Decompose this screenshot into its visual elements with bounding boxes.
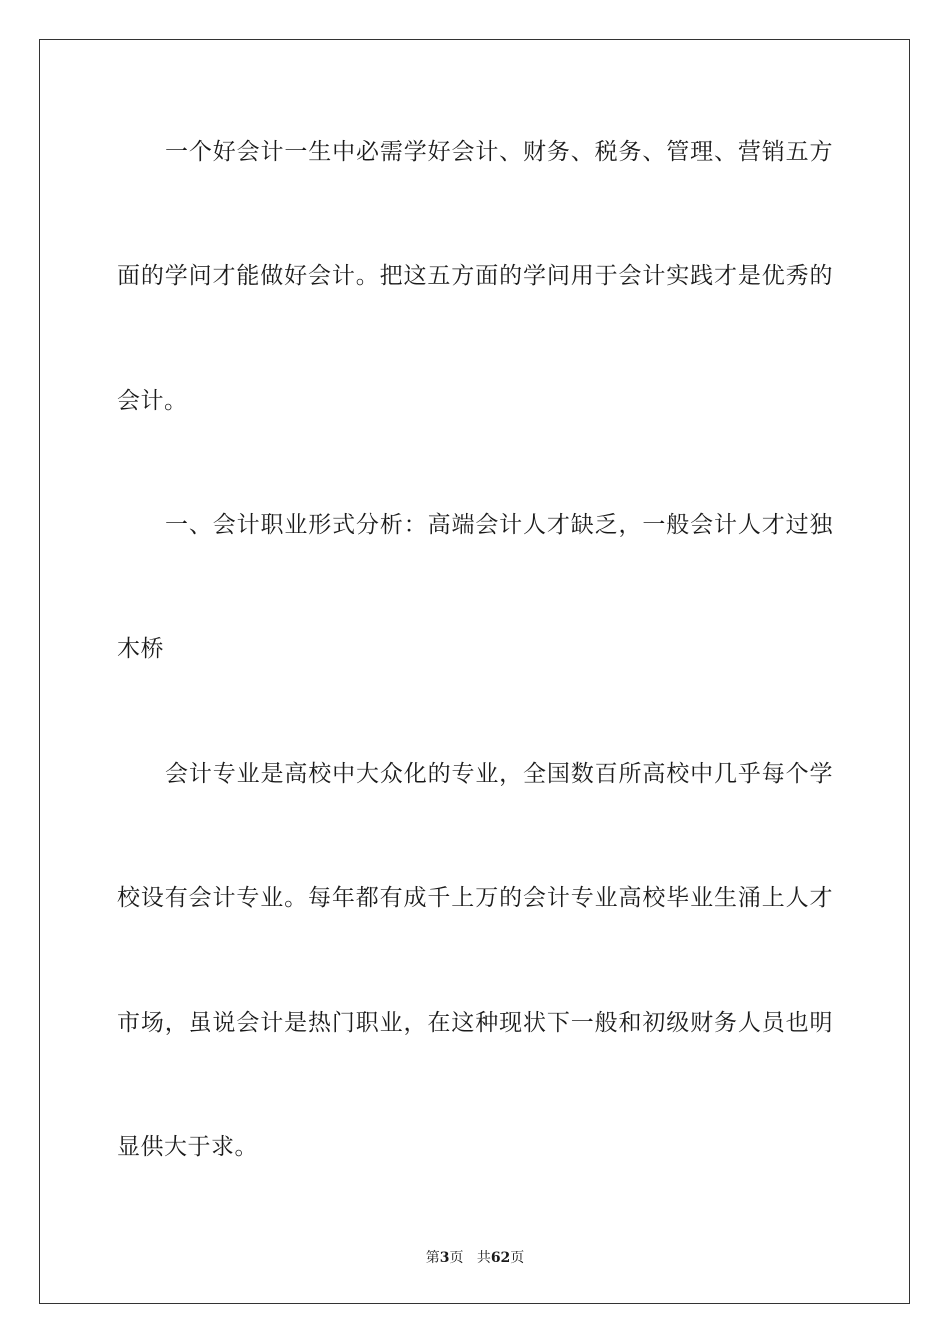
paragraph-2-line-1: 会计专业是高校中大众化的专业，全国数百所高校中几乎每个学 (165, 761, 833, 787)
footer-page-suffix: 页 (449, 1250, 464, 1266)
paragraph-1-line-1: 一个好会计一生中必需学好会计、财务、税务、管理、营销五方 (165, 139, 833, 165)
paragraph-2-line-4: 显供大于求。 (117, 1134, 258, 1160)
paragraph-1-line-2: 面的学问才能做好会计。把这五方面的学问用于会计实践才是优秀的 (117, 263, 833, 289)
paragraph-2-line-3: 市场，虽说会计是热门职业，在这种现状下一般和初级财务人员也明 (117, 1010, 833, 1036)
footer-total-prefix: 共 (476, 1250, 491, 1266)
paragraph-1-line-3: 会计。 (117, 388, 188, 414)
footer-total-suffix: 页 (510, 1250, 525, 1266)
section-heading-line-1: 一、会计职业形式分析：高端会计人才缺乏，一般会计人才过独 (165, 512, 833, 538)
paragraph-2-line-2: 校设有会计专业。每年都有成千上万的会计专业高校毕业生涌上人才 (117, 885, 833, 911)
footer-prefix: 第 (425, 1250, 440, 1266)
page-footer (0, 1249, 950, 1267)
footer-page-number: 3 (439, 1250, 450, 1266)
page-border (39, 39, 910, 1304)
footer-total-pages: 62 (490, 1250, 511, 1266)
section-heading-line-2: 木桥 (117, 636, 164, 662)
